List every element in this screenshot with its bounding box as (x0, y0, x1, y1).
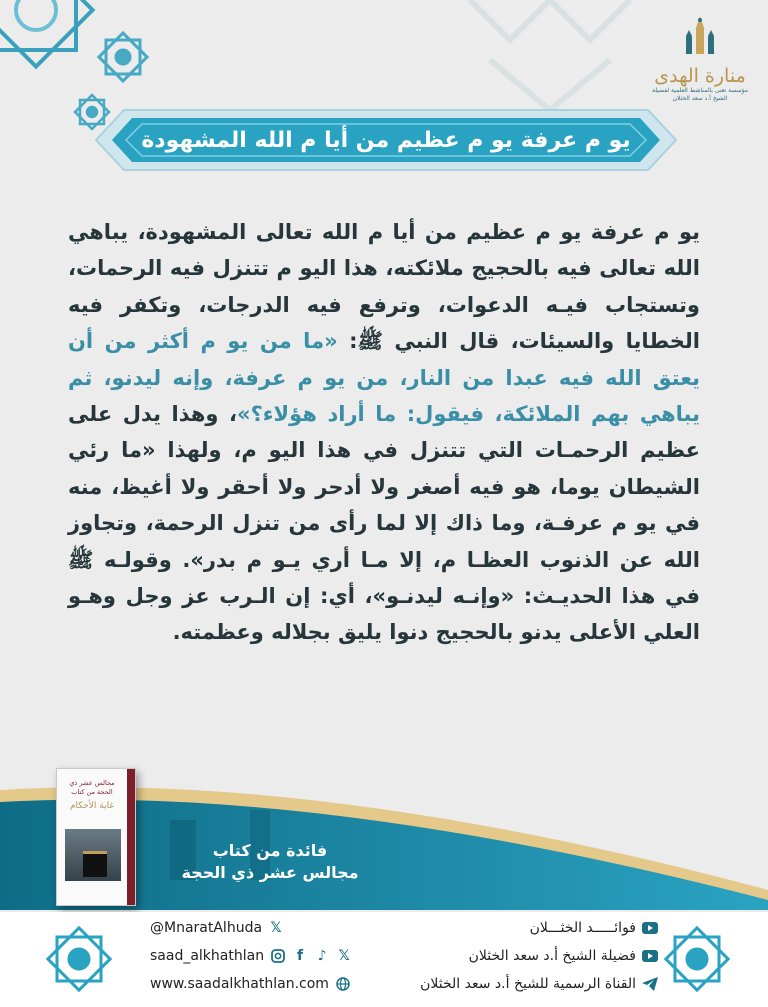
paragraph-intro: يو م عرفة يو م عظيم من أيا م الله تعالى المشهودة، يباهي الله تعالى فيه بالحجيج ملائكته، هذا اليو م تتنزل فيه الرحمات، وتستجاب فيـه الدعوات، وترفع فيه الدرجات، وتكفر فيه الخطايا والسيئات، قال النبي ﷺ: (68, 220, 700, 354)
book-cover (56, 768, 136, 906)
promo-caption (160, 840, 380, 884)
promo-line-1: فائدة من كتاب (212, 841, 328, 860)
telegram-icon (642, 976, 658, 992)
brand-logo (650, 14, 750, 103)
footer-link-telegram[interactable] (420, 976, 658, 992)
book-spine (127, 769, 135, 905)
minaret-logo-icon (677, 14, 723, 60)
youtube-icon (642, 920, 658, 936)
rosette-ornament-small (96, 30, 150, 84)
footer (0, 912, 768, 1007)
globe-icon (335, 976, 351, 992)
hadith-quote: «ما من يو م أكثر من أن يعتق الله فيه عبدا من النار، من يو م عرفة، وإنه ليدنو، ثم يباهي بهم الملائكة، فيقول: ما أراد هؤلاء؟» (68, 329, 700, 427)
footer-right-text-2: فضيلة الشيخ أ.د سعد الخثلان (468, 948, 636, 964)
footer-rosette-right (664, 926, 730, 992)
footer-right-text-3: القناة الرسمية للشيخ أ.د سعد الخثلان (420, 976, 636, 992)
instagram-icon (270, 948, 286, 964)
footer-left-text-1: @MnaratAlhuda (150, 920, 263, 936)
footer-right-text-1: فوائـــــد الخثـــلان (529, 920, 636, 936)
background-pattern-top (430, 0, 670, 110)
footer-link-social-handle[interactable] (150, 948, 352, 964)
article-paragraph (68, 214, 700, 651)
logo-subtitle: مؤسسة تعنى بالمناشط العلمية لفضيلة الشيخ أ.د سعد الخثلان (651, 86, 749, 102)
footer-link-x-handle[interactable] (150, 920, 284, 936)
paragraph-explanation: ، وهذا يدل على عظيم الرحمـات التي تتنزل في هذا اليو م، ولهذا «ما رئي الشيطان يوما، هو فيه أصغر ولا أدحر ولا أحقر ولا أغيظ، منه في يو م عرفـة، وما ذاك إلا لما رأى من تنزل الرحمة، وتجاوز الله عن الذنوب العظـا م، إلا مـا أري يـو م بدر». وقولـه ﷺ في هذا الحديـث: «وإنـه ليدنـو»، أي: إن الـرب عز وجل وهـو العلي الأعلى يدنو بالحجيج دنوا يليق بجلاله وعظمته. (68, 402, 700, 645)
kaaba-image (83, 851, 107, 877)
page-title: يو م عرفة يو م عظيم من أيا م الله المشهودة (141, 127, 631, 153)
promo-line-2: مجالس عشر ذي الحجة (181, 863, 359, 882)
youtube-icon (642, 948, 658, 964)
x-icon: 𝕏 (270, 920, 282, 936)
x-icon: 𝕏 (338, 948, 350, 964)
footer-rosette-left (46, 926, 112, 992)
title-banner (92, 108, 680, 172)
footer-link-youtube-sheikh[interactable] (469, 948, 658, 964)
book-title-main: غاية الأحكام (69, 801, 115, 811)
footer-link-website[interactable] (150, 976, 351, 992)
footer-link-youtube-fawaid[interactable] (530, 920, 658, 936)
footer-left-text-2: saad_alkhathlan (150, 948, 265, 964)
logo-name: منارة الهدى (654, 65, 746, 87)
tiktok-icon: ♪ (317, 948, 327, 964)
footer-left-text-3: www.saadalkhathlan.com (150, 976, 329, 992)
book-title-top: مجالس عشر ذي الحجة من كتاب (69, 779, 115, 797)
facebook-icon: f (297, 948, 304, 964)
